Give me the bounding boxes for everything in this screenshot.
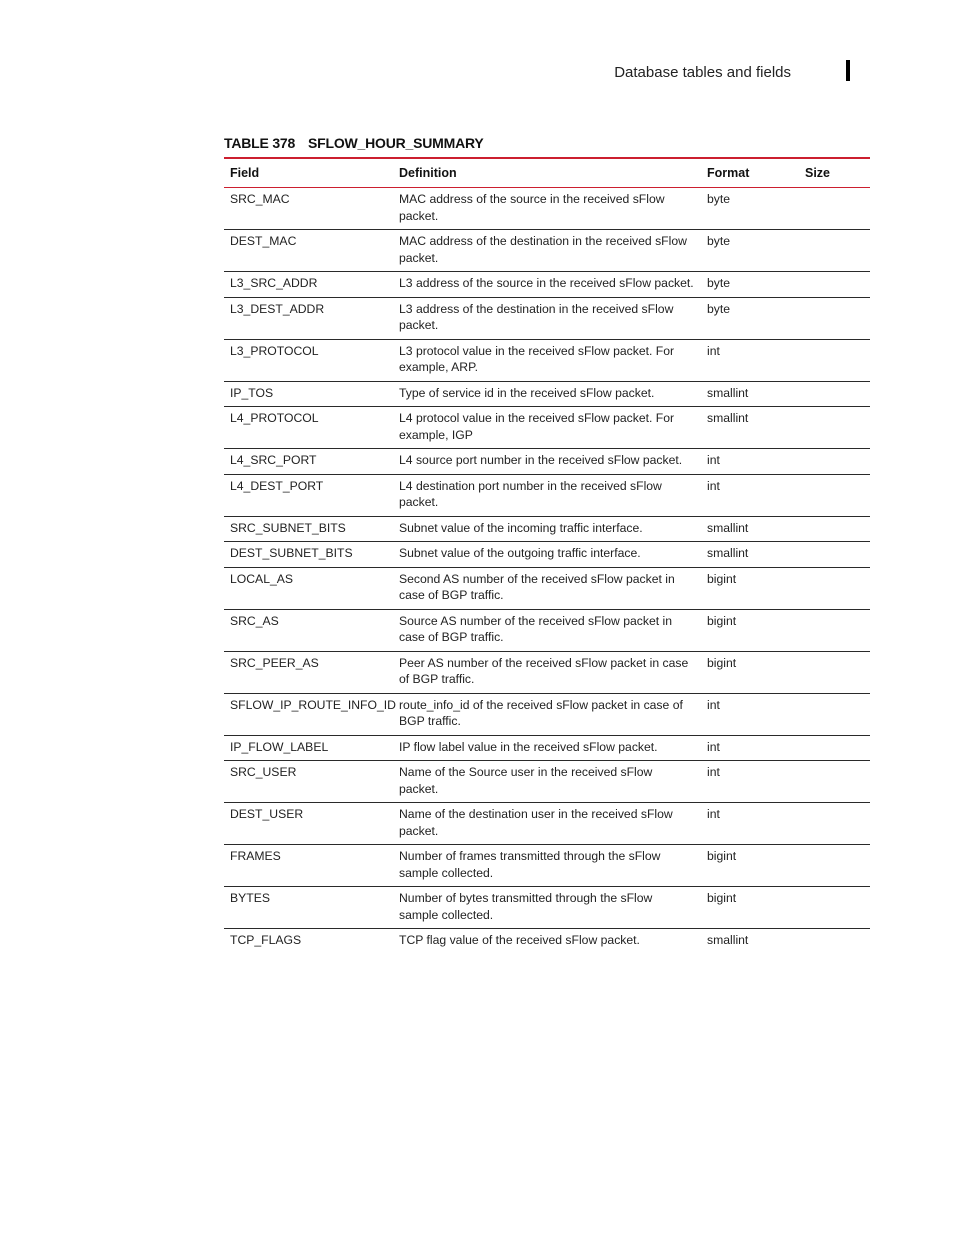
cell-field: L4_DEST_PORT: [230, 478, 324, 493]
cell-format: int: [707, 765, 720, 779]
cell-field: L3_DEST_ADDR: [230, 301, 325, 316]
cell-format: int: [707, 453, 720, 467]
cell-size: [799, 542, 870, 568]
cell-field: L3_SRC_ADDR: [230, 276, 318, 290]
cell-format: bigint: [707, 891, 737, 905]
cell-field: IP_TOS: [230, 385, 274, 400]
cell-field: L4_SRC_PORT: [230, 453, 317, 467]
cell-field: FRAMES: [230, 849, 281, 863]
table-row: [224, 230, 870, 272]
cell-definition: MAC address of the destination in the received sFlow packet.: [399, 234, 687, 265]
cell-size: [799, 735, 870, 761]
cell-definition: TCP flag value of the received sFlow packet.: [399, 933, 640, 947]
cell-size: [799, 297, 870, 339]
cell-definition: MAC address of the source in the received sFlow packet.: [399, 192, 665, 223]
cell-field: DEST_SUBNET_BITS: [230, 546, 353, 560]
cell-size: [799, 651, 870, 693]
cell-format: int: [707, 739, 720, 754]
sflow-hour-summary-table-container: [224, 157, 870, 954]
cell-definition: L4 source port number in the received sFlow packet.: [399, 453, 683, 467]
cell-format: smallint: [707, 520, 749, 535]
cell-definition: Number of frames transmitted through the sFlow sample collected.: [399, 849, 661, 880]
table-row: [224, 188, 870, 230]
table-header-row: [224, 158, 870, 188]
cell-field: BYTES: [230, 891, 270, 905]
table-row: [224, 272, 870, 298]
cell-size: [799, 567, 870, 609]
table-row: [224, 651, 870, 693]
cell-format: smallint: [707, 546, 749, 560]
cell-field: SRC_AS: [230, 613, 279, 628]
table-row: [224, 929, 870, 954]
table-caption-number: TABLE 378: [224, 135, 296, 151]
cell-format: byte: [707, 301, 731, 316]
cell-format: int: [707, 343, 720, 358]
table-row: [224, 381, 870, 407]
cell-definition: Number of bytes transmitted through the sFlow sample collected.: [399, 891, 653, 922]
table-row: [224, 297, 870, 339]
cell-format: smallint: [707, 933, 749, 947]
cell-definition: Name of the destination user in the received sFlow packet.: [399, 807, 673, 838]
cell-format: byte: [707, 276, 731, 290]
cell-format: int: [707, 697, 720, 712]
cell-format: bigint: [707, 571, 737, 586]
cell-size: [799, 845, 870, 887]
column-header-size: Size: [805, 166, 831, 180]
table-row: [224, 887, 870, 929]
table-body: [224, 188, 870, 954]
table-caption: [224, 135, 484, 151]
table-row: [224, 542, 870, 568]
cell-format: int: [707, 807, 720, 821]
cell-definition: Subnet value of the outgoing traffic interface.: [399, 546, 641, 560]
cell-size: [799, 761, 870, 803]
cell-format: smallint: [707, 411, 749, 425]
cell-definition: IP flow label value in the received sFlow packet.: [399, 739, 658, 754]
cell-size: [799, 230, 870, 272]
cell-definition: L3 address of the destination in the received sFlow packet.: [399, 301, 674, 332]
cell-field: IP_FLOW_LABEL: [230, 739, 329, 754]
cell-field: SRC_MAC: [230, 192, 290, 206]
cell-size: [799, 339, 870, 381]
cell-definition: Second AS number of the received sFlow packet in case of BGP traffic.: [399, 571, 675, 602]
cell-field: SFLOW_IP_ROUTE_INFO_ID: [230, 697, 396, 712]
cell-size: [799, 929, 870, 954]
cell-format: smallint: [707, 385, 749, 400]
cell-definition: route_info_id of the received sFlow packet in case of BGP traffic.: [399, 697, 683, 728]
table-row: [224, 339, 870, 381]
cell-definition: L3 protocol value in the received sFlow packet. For example, ARP.: [399, 343, 675, 374]
running-header-title: Database tables and fields: [614, 64, 791, 81]
table-row: [224, 474, 870, 516]
cell-format: bigint: [707, 849, 737, 863]
cell-field: L4_PROTOCOL: [230, 411, 319, 425]
table-row: [224, 567, 870, 609]
cell-definition: Type of service id in the received sFlow packet.: [399, 385, 655, 400]
cell-definition: Source AS number of the received sFlow packet in case of BGP traffic.: [399, 613, 673, 644]
cell-size: [799, 803, 870, 845]
cell-size: [799, 381, 870, 407]
cell-size: [799, 407, 870, 449]
cell-field: DEST_MAC: [230, 234, 297, 248]
cell-size: [799, 449, 870, 475]
table-row: [224, 803, 870, 845]
header-marker-bar: [846, 60, 850, 81]
cell-size: [799, 887, 870, 929]
cell-format: byte: [707, 192, 731, 206]
cell-definition: L4 destination port number in the received sFlow packet.: [399, 478, 662, 509]
cell-format: bigint: [707, 655, 737, 670]
sflow-hour-summary-table: [224, 157, 870, 954]
cell-size: [799, 188, 870, 230]
cell-definition: Name of the Source user in the received sFlow packet.: [399, 765, 653, 796]
cell-field: SRC_SUBNET_BITS: [230, 520, 346, 535]
table-row: [224, 516, 870, 542]
cell-field: SRC_PEER_AS: [230, 655, 319, 670]
table-row: [224, 609, 870, 651]
cell-format: byte: [707, 234, 731, 248]
cell-definition: Peer AS number of the received sFlow packet in case of BGP traffic.: [399, 655, 689, 686]
table-row: [224, 693, 870, 735]
cell-format: int: [707, 478, 720, 493]
cell-size: [799, 609, 870, 651]
cell-field: SRC_USER: [230, 765, 297, 779]
cell-definition: L4 protocol value in the received sFlow packet. For example, IGP: [399, 411, 675, 442]
cell-format: bigint: [707, 613, 737, 628]
cell-field: DEST_USER: [230, 807, 304, 821]
table-row: [224, 735, 870, 761]
cell-definition: L3 address of the source in the received sFlow packet.: [399, 276, 694, 290]
cell-size: [799, 693, 870, 735]
cell-field: TCP_FLAGS: [230, 933, 302, 947]
cell-size: [799, 516, 870, 542]
column-header-definition: Definition: [399, 166, 457, 180]
column-header-field: Field: [230, 166, 260, 180]
cell-size: [799, 272, 870, 298]
table-row: [224, 449, 870, 475]
cell-size: [799, 474, 870, 516]
cell-definition: Subnet value of the incoming traffic interface.: [399, 520, 643, 535]
cell-field: L3_PROTOCOL: [230, 343, 319, 358]
table-row: [224, 761, 870, 803]
cell-field: LOCAL_AS: [230, 571, 294, 586]
table-row: [224, 407, 870, 449]
table-row: [224, 845, 870, 887]
table-caption-name: SFLOW_HOUR_SUMMARY: [308, 135, 484, 151]
column-header-format: Format: [707, 166, 750, 180]
